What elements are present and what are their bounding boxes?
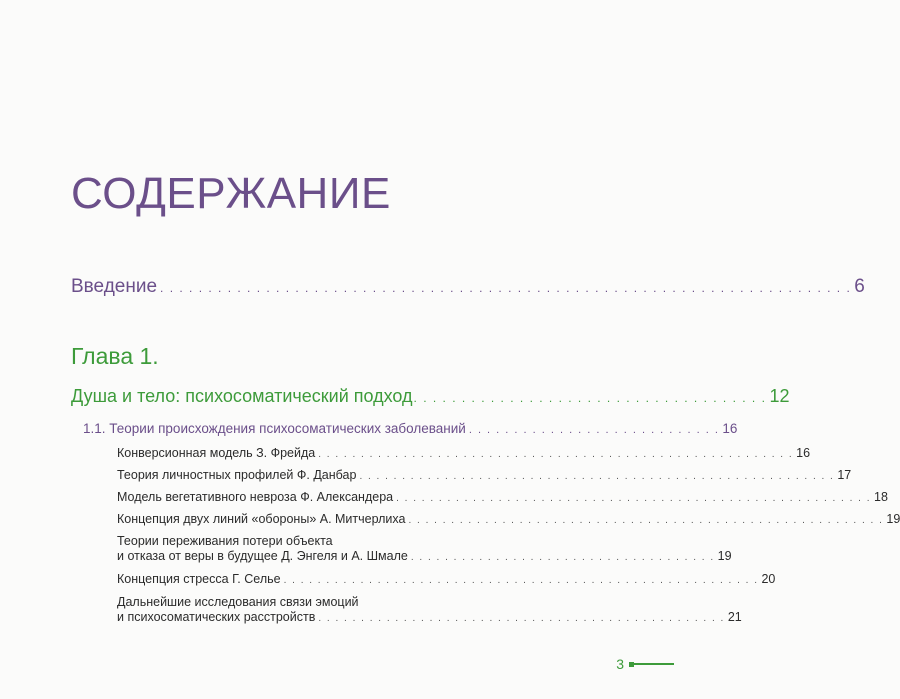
toc-entry-last-line <box>117 549 732 563</box>
toc-entry-label: Концепция стресса Г. Селье <box>117 572 281 586</box>
toc-entry-label: Введение <box>71 276 158 297</box>
dot-leader: . . . . . . . . . . . . . . . . . . . . . . . . . . . . . . . . . . . . . . . . . . . . . . . . . . . . . . . . . . . . . . . . . . . . . . . . <box>160 281 852 295</box>
toc-entry-label: и отказа от веры в будущее Д. Энгеля и А. Шмале <box>117 549 408 563</box>
toc-entry-multiline[interactable] <box>117 534 732 563</box>
toc-entry-label: 1.1. Теории происхождения психосоматических заболеваний <box>83 421 466 436</box>
toc-entry-last-line <box>117 610 742 624</box>
page-title: СОДЕРЖАНИЕ <box>71 169 391 218</box>
page-number: 3 <box>616 656 624 672</box>
toc-entry-label-line1: Теории переживания потери объекта <box>117 534 333 548</box>
toc-entry[interactable] <box>117 512 900 526</box>
toc-entry-page: 17 <box>837 468 852 482</box>
toc-entry-page: 19 <box>886 512 900 526</box>
dot-leader: . . . . . . . . . . . . . . . . . . . . . . . . . . . . . . . . . . . . . . . . . . . . . . . . . . . . . . . . <box>408 515 884 526</box>
toc-entry-page: 16 <box>722 421 738 436</box>
toc-entry-section[interactable] <box>83 421 738 436</box>
toc-entry-page: 12 <box>769 386 790 406</box>
dot-leader: . . . . . . . . . . . . . . . . . . . . . . . . . . . . . . . . . . . . . . . . . . . . . . . . <box>318 613 725 624</box>
toc-entry-page: 6 <box>854 276 865 297</box>
dot-leader: . . . . . . . . . . . . . . . . . . . . . . . . . . . . . . . . . . . . . . . . . . . . . . . . . . . . . . . . <box>318 449 794 460</box>
toc-entry-label: Конверсионная модель З. Фрейда <box>117 446 316 460</box>
toc-entry-label: и психосоматических расстройств <box>117 610 316 624</box>
dot-leader: . . . . . . . . . . . . . . . . . . . . . . . . . . . . . . . . . . . . . . . . . . . . . . . . . . . . . . . . <box>396 493 872 504</box>
toc-entry-label-line1: Дальнейшие исследования связи эмоций <box>117 595 359 609</box>
toc-entry[interactable] <box>117 446 811 460</box>
toc-entry[interactable] <box>117 572 776 586</box>
toc-entry-label: Душа и тело: психосоматический подход <box>71 386 413 406</box>
dot-leader: . . . . . . . . . . . . . . . . . . . . . . . . . . . . . . . . . . . . . <box>413 391 767 405</box>
toc-entry[interactable] <box>117 468 852 482</box>
toc-entry-page: 16 <box>796 446 811 460</box>
toc-entry-page: 20 <box>761 572 776 586</box>
chapter-heading: Глава 1. <box>71 343 159 369</box>
toc-entry-part[interactable] <box>71 386 790 407</box>
toc-entry-multiline[interactable] <box>117 595 742 624</box>
dot-leader: . . . . . . . . . . . . . . . . . . . . . . . . . . . . . . . . . . . . . . . . . . . . . . . . . . . . . . . . <box>283 575 759 586</box>
toc-entry-page: 19 <box>717 549 732 563</box>
toc-entry-intro[interactable] <box>71 276 865 298</box>
dot-leader: . . . . . . . . . . . . . . . . . . . . . . . . . . . . . . . . . . . . <box>410 552 715 563</box>
toc-entry-page: 21 <box>727 610 742 624</box>
dot-leader: . . . . . . . . . . . . . . . . . . . . . . . . . . . . <box>468 424 720 436</box>
toc-entry-label: Концепция двух линий «обороны» А. Митчерлиха <box>117 512 406 526</box>
toc-entry-page: 18 <box>874 490 888 504</box>
page-footer <box>616 656 674 672</box>
dot-leader: . . . . . . . . . . . . . . . . . . . . . . . . . . . . . . . . . . . . . . . . . . . . . . . . . . . . . . . . <box>359 471 835 482</box>
toc-entry-label: Теория личностных профилей Ф. Данбар <box>117 468 357 482</box>
toc-entry-label: Модель вегетативного невроза Ф. Александера <box>117 490 394 504</box>
footer-rule <box>634 663 674 665</box>
toc-entry[interactable] <box>117 490 888 504</box>
